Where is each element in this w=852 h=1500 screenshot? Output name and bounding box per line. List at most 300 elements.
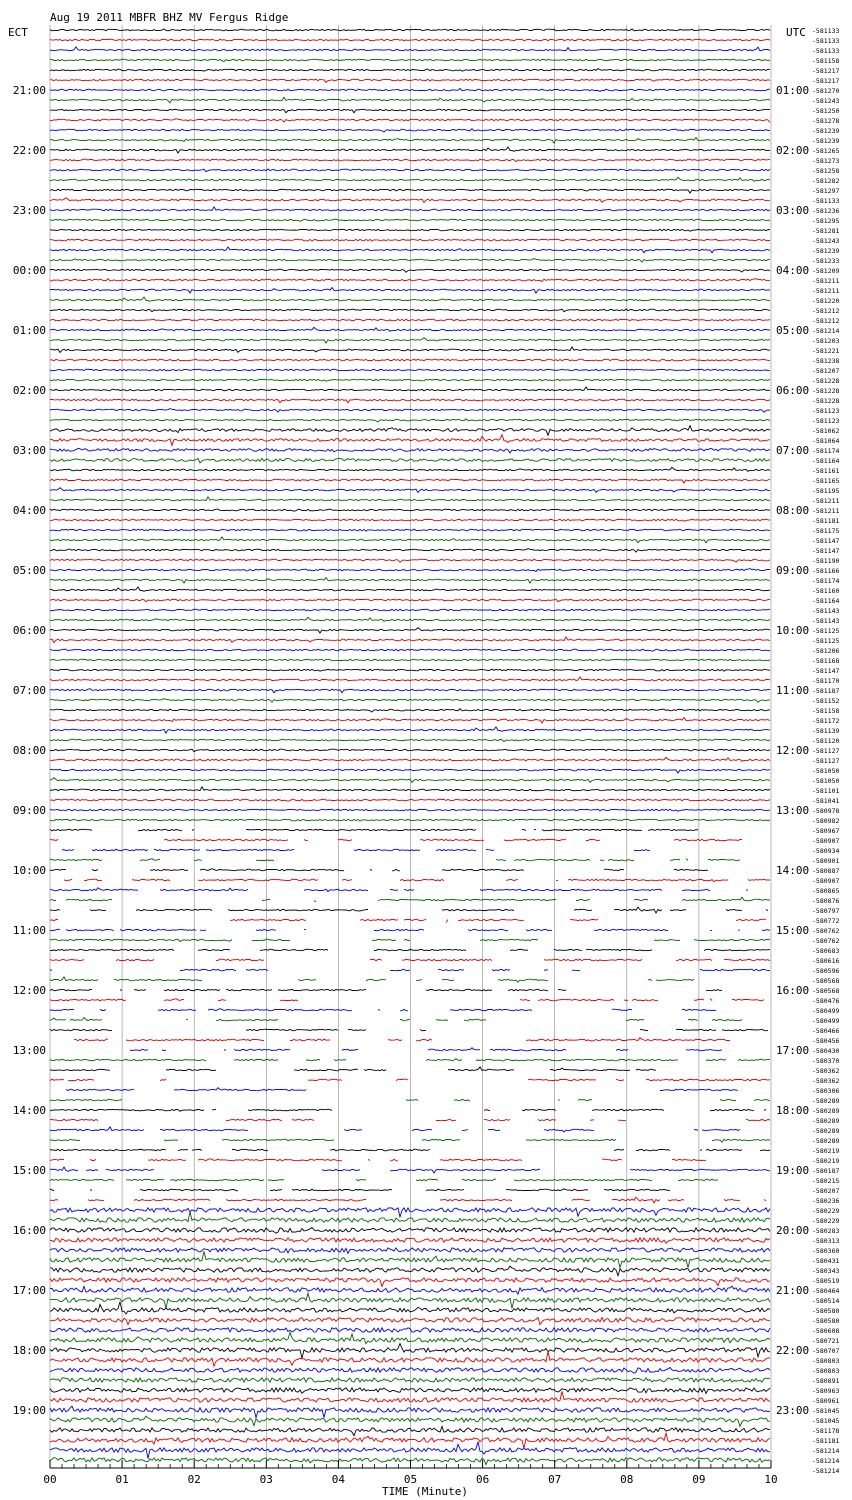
trace-offset-label: -580362 (812, 1077, 840, 1085)
trace-offset-label: -580464 (812, 1287, 840, 1295)
trace-offset-label: -581281 (812, 227, 840, 235)
x-tick-label: 01 (115, 1473, 129, 1486)
trace-offset-label: -581101 (812, 787, 840, 795)
trace-offset-label: -581062 (812, 427, 840, 435)
trace-53 (50, 559, 770, 562)
trace-131 (50, 1333, 770, 1344)
right-hour-label: 06:00 (776, 384, 810, 397)
left-hour-label: 04:00 (12, 504, 46, 517)
trace-offset-label: -581143 (812, 617, 840, 625)
right-hour-label: 12:00 (776, 744, 810, 757)
trace-116 (50, 1189, 682, 1191)
trace-offset-label: -580370 (812, 1057, 840, 1065)
trace-128 (50, 1302, 770, 1314)
trace-offset-label: -581139 (812, 727, 840, 735)
trace-21 (50, 239, 770, 241)
trace-offset-label: -581178 (812, 1427, 840, 1435)
trace-offset-label: -581160 (812, 587, 840, 595)
trace-16 (50, 189, 770, 193)
right-hour-label: 15:00 (776, 924, 810, 937)
trace-32 (50, 347, 770, 353)
trace-52 (50, 549, 770, 553)
trace-offset-label: -581120 (812, 737, 840, 745)
trace-offset-label: -581209 (812, 267, 840, 275)
trace-offset-label: -581147 (812, 537, 840, 545)
right-hour-label: 21:00 (776, 1284, 810, 1297)
trace-offset-label: -580313 (812, 1237, 840, 1245)
trace-offset-label: -580978 (812, 807, 840, 815)
trace-140 (50, 1426, 770, 1435)
trace-29 (50, 319, 770, 321)
trace-77 (50, 799, 770, 801)
trace-99 (50, 1018, 742, 1021)
trace-78 (50, 809, 770, 811)
trace-6 (50, 88, 770, 91)
right-hour-label: 13:00 (776, 804, 810, 817)
trace-offset-label: -581164 (812, 457, 840, 465)
left-hour-label: 21:00 (12, 84, 46, 97)
trace-120 (50, 1228, 770, 1234)
trace-offset-label: -581127 (812, 757, 840, 765)
trace-offset-label: -581170 (812, 677, 840, 685)
trace-71 (50, 739, 770, 742)
left-hour-label: 03:00 (12, 444, 46, 457)
trace-118 (50, 1208, 770, 1217)
trace-offset-label: -581168 (812, 657, 840, 665)
trace-51 (50, 537, 770, 543)
trace-offset-label: -580289 (812, 1097, 840, 1105)
trace-107 (50, 1099, 770, 1101)
trace-offset-label: -581123 (812, 407, 840, 415)
trace-offset-label: -581143 (812, 607, 840, 615)
trace-offset-label: -580608 (812, 1327, 840, 1335)
trace-offset-label: -580476 (812, 997, 840, 1005)
trace-offset-label: -580499 (812, 1007, 840, 1015)
right-hour-label: 17:00 (776, 1044, 810, 1057)
trace-142 (50, 1442, 770, 1459)
trace-33 (50, 359, 770, 361)
trace-offset-label: -581265 (812, 147, 840, 155)
trace-79 (50, 819, 770, 821)
trace-offset-label: -580876 (812, 897, 840, 905)
trace-offset-label: -581211 (812, 277, 840, 285)
trace-offset-labels (812, 27, 839, 1475)
trace-40 (50, 426, 770, 436)
trace-offset-label: -581195 (812, 487, 840, 495)
trace-19 (50, 219, 770, 221)
chart-title: Aug 19 2011 MBFR BHZ MV Fergus Ridge (50, 11, 289, 24)
trace-124 (50, 1266, 770, 1276)
trace-30 (50, 327, 770, 331)
trace-offset-label: -581206 (812, 647, 840, 655)
trace-90 (50, 929, 770, 931)
trace-offset-label: -581187 (812, 687, 840, 695)
trace-61 (50, 637, 770, 643)
trace-offset-label: -581214 (812, 327, 840, 335)
left-hour-label: 17:00 (12, 1284, 46, 1297)
trace-84 (50, 869, 708, 871)
trace-4 (50, 69, 770, 72)
left-hour-label: 08:00 (12, 744, 46, 757)
right-hour-labels (776, 84, 809, 1417)
trace-offset-label: -580580 (812, 1307, 840, 1315)
trace-offset-label: -580466 (812, 1027, 840, 1035)
trace-offset-label: -581175 (812, 527, 840, 535)
trace-offset-label: -581295 (812, 217, 840, 225)
trace-117 (50, 1197, 766, 1203)
trace-offset-label: -580803 (812, 1367, 840, 1375)
left-hour-label: 22:00 (12, 144, 46, 157)
trace-offset-label: -581045 (812, 1407, 840, 1415)
trace-23 (50, 259, 770, 263)
trace-89 (50, 919, 766, 922)
trace-offset-label: -580362 (812, 1067, 840, 1075)
trace-101 (74, 1038, 730, 1042)
x-tick-label: 10 (764, 1473, 778, 1486)
trace-137 (50, 1391, 770, 1402)
trace-47 (50, 497, 770, 501)
right-hour-label: 02:00 (776, 144, 810, 157)
trace-73 (50, 757, 770, 761)
trace-75 (50, 778, 770, 783)
trace-125 (50, 1278, 770, 1287)
trace-138 (50, 1406, 770, 1418)
trace-126 (50, 1286, 770, 1294)
trace-112 (50, 1149, 770, 1151)
right-hour-label: 14:00 (776, 864, 810, 877)
trace-106 (66, 1088, 738, 1091)
right-hour-label: 03:00 (776, 204, 810, 217)
trace-57 (50, 599, 770, 602)
trace-offset-label: -581239 (812, 247, 840, 255)
trace-134 (50, 1368, 770, 1374)
trace-offset-label: -580229 (812, 1217, 840, 1225)
trace-42 (50, 448, 770, 453)
trace-91 (50, 939, 770, 942)
x-axis (43, 1460, 777, 1486)
trace-8 (50, 109, 770, 113)
trace-121 (50, 1238, 770, 1244)
trace-offset-label: -581158 (812, 57, 840, 65)
trace-98 (50, 1009, 716, 1011)
trace-104 (50, 1067, 770, 1071)
trace-offset-label: -580891 (812, 1377, 840, 1385)
trace-86 (50, 888, 748, 892)
trace-110 (50, 1127, 740, 1132)
trace-69 (50, 718, 770, 724)
trace-95 (50, 977, 694, 982)
trace-74 (50, 769, 770, 773)
trace-offset-label: -581214 (812, 1447, 840, 1455)
trace-offset-label: -580306 (812, 1087, 840, 1095)
trace-81 (50, 839, 770, 841)
trace-139 (50, 1416, 770, 1426)
trace-offset-label: -580289 (812, 1117, 840, 1125)
trace-offset-label: -581228 (812, 377, 840, 385)
trace-offset-label: -580207 (812, 1187, 840, 1195)
trace-offset-label: -581203 (812, 337, 840, 345)
trace-offset-label: -580803 (812, 1357, 840, 1365)
trace-68 (50, 709, 770, 712)
left-hour-label: 09:00 (12, 804, 46, 817)
trace-offset-label: -581236 (812, 207, 840, 215)
left-hour-label: 11:00 (12, 924, 46, 937)
trace-offset-label: -580431 (812, 1257, 840, 1265)
trace-11 (50, 138, 770, 144)
trace-10 (50, 129, 770, 132)
x-tick-label: 03 (259, 1473, 273, 1486)
trace-offset-label: -581228 (812, 397, 840, 405)
trace-offset-label: -580430 (812, 1047, 840, 1055)
trace-135 (50, 1378, 770, 1382)
trace-offset-label: -581211 (812, 497, 840, 505)
trace-39 (50, 419, 770, 422)
trace-35 (50, 379, 770, 381)
trace-offset-label: -580283 (812, 1227, 840, 1235)
trace-60 (50, 628, 770, 633)
trace-62 (50, 649, 770, 651)
trace-38 (50, 409, 770, 413)
trace-offset-label: -580934 (812, 847, 840, 855)
trace-103 (50, 1059, 770, 1061)
trace-offset-label: -581152 (812, 697, 840, 705)
trace-44 (50, 467, 770, 471)
trace-offset-label: -580229 (812, 1207, 840, 1215)
trace-offset-label: -581158 (812, 707, 840, 715)
trace-141 (50, 1433, 770, 1448)
trace-offset-label: -581211 (812, 507, 840, 515)
trace-88 (50, 907, 768, 913)
trace-offset-label: -581239 (812, 127, 840, 135)
right-hour-label: 10:00 (776, 624, 810, 637)
trace-15 (50, 177, 770, 181)
left-hour-label: 02:00 (12, 384, 46, 397)
trace-85 (64, 879, 770, 882)
trace-offset-label: -580772 (812, 917, 840, 925)
right-timezone-label: UTC (786, 26, 806, 39)
trace-group (50, 29, 770, 1465)
trace-114 (50, 1167, 770, 1173)
left-hour-label: 14:00 (12, 1104, 46, 1117)
trace-offset-label: -580683 (812, 947, 840, 955)
trace-20 (50, 229, 770, 231)
trace-5 (50, 79, 770, 82)
trace-14 (50, 169, 770, 172)
trace-offset-label: -581133 (812, 47, 840, 55)
trace-108 (50, 1109, 766, 1111)
trace-offset-label: -580289 (812, 1107, 840, 1115)
trace-offset-label: -581217 (812, 67, 840, 75)
trace-56 (50, 587, 770, 591)
trace-offset-label: -580865 (812, 887, 840, 895)
trace-offset-label: -581238 (812, 357, 840, 365)
trace-offset-label: -581123 (812, 417, 840, 425)
trace-3 (50, 59, 770, 61)
trace-offset-label: -581165 (812, 477, 840, 485)
trace-13 (50, 159, 770, 162)
trace-58 (50, 609, 770, 611)
trace-132 (50, 1344, 770, 1359)
trace-87 (50, 897, 770, 902)
trace-31 (50, 338, 770, 343)
trace-offset-label: -581278 (812, 117, 840, 125)
trace-28 (50, 309, 770, 312)
trace-67 (50, 699, 770, 703)
trace-122 (50, 1248, 770, 1254)
trace-94 (50, 969, 770, 971)
trace-offset-label: -580596 (812, 967, 840, 975)
trace-offset-label: -580963 (812, 1387, 840, 1395)
trace-25 (50, 279, 770, 282)
trace-offset-label: -581174 (812, 447, 840, 455)
left-hour-label: 16:00 (12, 1224, 46, 1237)
trace-offset-label: -581243 (812, 97, 840, 105)
trace-offset-label: -580901 (812, 857, 840, 865)
trace-offset-label: -581211 (812, 287, 840, 295)
trace-133 (50, 1352, 770, 1367)
left-hour-label: 00:00 (12, 264, 46, 277)
trace-offset-label: -581233 (812, 257, 840, 265)
trace-offset-label: -581064 (812, 437, 840, 445)
right-hour-label: 07:00 (776, 444, 810, 457)
left-hour-label: 10:00 (12, 864, 46, 877)
trace-96 (50, 989, 722, 991)
trace-136 (50, 1388, 770, 1394)
trace-22 (50, 247, 770, 253)
trace-offset-label: -581273 (812, 157, 840, 165)
trace-offset-label: -581181 (812, 1437, 840, 1445)
trace-offset-label: -580219 (812, 1157, 840, 1165)
trace-17 (50, 198, 770, 203)
trace-70 (50, 727, 770, 733)
trace-offset-label: -581220 (812, 297, 840, 305)
trace-41 (50, 435, 770, 446)
trace-offset-label: -580360 (812, 1247, 840, 1255)
trace-offset-label: -580568 (812, 977, 840, 985)
x-tick-label: 04 (331, 1473, 346, 1486)
trace-offset-label: -580961 (812, 1397, 840, 1405)
trace-12 (50, 147, 770, 153)
trace-27 (50, 297, 770, 301)
trace-93 (50, 959, 770, 961)
trace-7 (50, 97, 770, 103)
trace-offset-label: -580907 (812, 837, 840, 845)
trace-36 (50, 387, 770, 391)
trace-offset-label: -580289 (812, 1127, 840, 1135)
trace-offset-label: -581228 (812, 387, 840, 395)
trace-50 (50, 529, 770, 531)
trace-105 (50, 1079, 770, 1081)
right-hour-label: 11:00 (776, 684, 810, 697)
trace-123 (50, 1251, 770, 1267)
trace-offset-label: -581041 (812, 797, 840, 805)
trace-63 (50, 659, 770, 661)
right-hour-label: 08:00 (776, 504, 810, 517)
trace-37 (50, 399, 770, 403)
trace-92 (50, 949, 770, 951)
trace-offset-label: -580456 (812, 1037, 840, 1045)
right-hour-label: 01:00 (776, 84, 810, 97)
trace-offset-label: -581217 (812, 77, 840, 85)
left-timezone-label: ECT (8, 26, 28, 39)
trace-65 (50, 677, 770, 681)
trace-66 (50, 689, 770, 693)
x-tick-label: 08 (620, 1473, 634, 1486)
trace-offset-label: -581239 (812, 137, 840, 145)
trace-offset-label: -580219 (812, 1147, 840, 1155)
trace-64 (50, 669, 770, 671)
trace-offset-label: -580707 (812, 1347, 840, 1355)
trace-24 (50, 269, 770, 272)
x-tick-label: 02 (187, 1473, 201, 1486)
right-hour-label: 04:00 (776, 264, 810, 277)
trace-offset-label: -581214 (812, 1467, 840, 1475)
left-hour-label: 01:00 (12, 324, 46, 337)
x-tick-label: 05 (403, 1473, 418, 1486)
trace-offset-label: -581127 (812, 747, 840, 755)
trace-1 (50, 39, 770, 41)
right-hour-label: 05:00 (776, 324, 810, 337)
trace-offset-label: -581147 (812, 547, 840, 555)
right-hour-label: 18:00 (776, 1104, 810, 1117)
trace-offset-label: -580616 (812, 957, 840, 965)
trace-102 (130, 1048, 722, 1051)
trace-49 (50, 519, 770, 521)
trace-129 (50, 1317, 770, 1324)
trace-9 (50, 119, 770, 123)
x-axis-label: TIME (Minute) (381, 1485, 469, 1498)
trace-offset-label: -580797 (812, 907, 840, 915)
trace-59 (50, 617, 770, 621)
trace-offset-label: -581166 (812, 567, 840, 575)
trace-80 (50, 829, 698, 831)
trace-offset-label: -581164 (812, 597, 840, 605)
trace-offset-label: -581221 (812, 347, 840, 355)
right-hour-label: 22:00 (776, 1344, 810, 1357)
trace-offset-label: -581172 (812, 717, 840, 725)
trace-offset-label: -581297 (812, 187, 840, 195)
trace-offset-label: -580187 (812, 1167, 840, 1175)
left-hour-label: 07:00 (12, 684, 46, 697)
trace-43 (50, 458, 770, 463)
trace-82 (62, 849, 650, 851)
trace-2 (50, 47, 770, 51)
right-hour-label: 20:00 (776, 1224, 810, 1237)
trace-18 (50, 207, 770, 211)
right-hour-label: 23:00 (776, 1404, 810, 1417)
left-hour-label: 12:00 (12, 984, 46, 997)
trace-46 (50, 488, 770, 493)
trace-offset-label: -581161 (812, 467, 840, 475)
trace-offset-label: -580215 (812, 1177, 840, 1185)
x-tick-label: 06 (475, 1473, 490, 1486)
trace-55 (50, 578, 770, 584)
trace-offset-label: -580236 (812, 1197, 840, 1205)
trace-offset-label: -581050 (812, 767, 840, 775)
trace-offset-label: -580967 (812, 827, 840, 835)
left-hour-label: 13:00 (12, 1044, 46, 1057)
trace-offset-label: -580762 (812, 937, 840, 945)
trace-offset-label: -581258 (812, 167, 840, 175)
trace-offset-label: -581250 (812, 107, 840, 115)
trace-offset-label: -581207 (812, 367, 840, 375)
trace-offset-label: -580580 (812, 1317, 840, 1325)
trace-115 (50, 1179, 718, 1181)
right-hour-label: 19:00 (776, 1164, 810, 1177)
trace-72 (50, 749, 770, 752)
trace-offset-label: -581181 (812, 517, 840, 525)
trace-offset-label: -581212 (812, 307, 840, 315)
